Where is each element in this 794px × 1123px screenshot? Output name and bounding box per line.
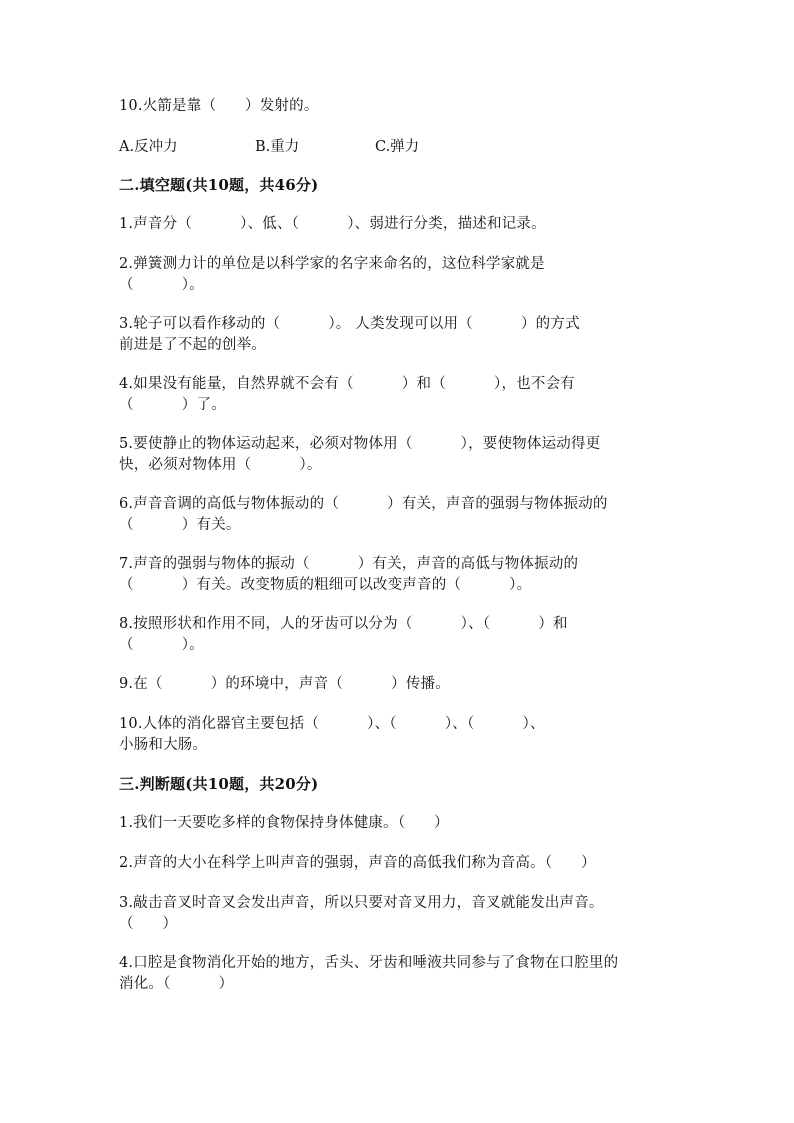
question-mc-10: 10.火箭是靠（ ）发射的。 — [119, 98, 319, 114]
judge-q3-line2: （ ） — [119, 916, 178, 932]
fill-q8-line2: （ ）。 — [119, 637, 204, 653]
judge-q3-line1: 3.敲击音叉时音叉会发出声音，所以只要对音叉用力，音叉就能发出声音。 — [119, 895, 604, 911]
fill-q6-line1: 6.声音音调的高低与物体振动的（ ）有关，声音的强弱与物体振动的 — [119, 496, 608, 512]
section-heading-fill-blank: 二.填空题(共10题，共46分) — [119, 176, 319, 194]
judge-q4-line2: 消化。（ ） — [119, 976, 234, 992]
fill-q4-line1: 4.如果没有能量，自然界就不会有（ ）和（ ），也不会有 — [119, 376, 575, 392]
fill-q7-line2: （ ）有关。改变物质的粗细可以改变声音的（ ）。 — [119, 577, 532, 593]
option-b: B.重力 — [255, 139, 300, 155]
fill-q3-line1: 3.轮子可以看作移动的（ ）。 人类发现可以用（ ）的方式 — [119, 316, 580, 332]
fill-q8-line1: 8.按照形状和作用不同，人的牙齿可以分为（ ）、（ ）和 — [119, 616, 568, 632]
fill-q9: 9.在（ ）的环境中，声音（ ）传播。 — [119, 676, 450, 692]
fill-q5-line2: 快，必须对物体用（ ）。 — [119, 457, 322, 473]
fill-q2-line2: （ ）。 — [119, 277, 204, 293]
fill-q10-line2: 小肠和大肠。 — [119, 737, 208, 753]
fill-q6-line2: （ ）有关。 — [119, 517, 241, 533]
judge-q2: 2.声音的大小在科学上叫声音的强弱，声音的高低我们称为音高。（ ） — [119, 855, 596, 871]
judge-q1: 1.我们一天要吃多样的食物保持身体健康。（ ） — [119, 815, 449, 831]
fill-q3-line2: 前进是了不起的创举。 — [119, 337, 266, 353]
fill-q5-line1: 5.要使静止的物体运动起来，必须对物体用（ ），要使物体运动得更 — [119, 436, 601, 452]
fill-q1: 1.声音分（ ）、低、（ ）、弱进行分类，描述和记录。 — [119, 216, 546, 232]
option-c: C.弹力 — [375, 139, 420, 155]
fill-q10-line1: 10.人体的消化器官主要包括（ ）、（ ）、（ ）、 — [119, 716, 545, 732]
judge-q4-line1: 4.口腔是食物消化开始的地方，舌头、牙齿和唾液共同参与了食物在口腔里的 — [119, 955, 619, 971]
fill-q2-line1: 2.弹簧测力计的单位是以科学家的名字来命名的，这位科学家就是 — [119, 256, 545, 272]
fill-q4-line2: （ ）了。 — [119, 397, 226, 413]
fill-q7-line1: 7.声音的强弱与物体的振动（ ）有关，声音的高低与物体振动的 — [119, 556, 579, 572]
section-heading-judge: 三.判断题(共10题，共20分) — [119, 775, 319, 793]
option-a: A.反冲力 — [119, 139, 178, 155]
